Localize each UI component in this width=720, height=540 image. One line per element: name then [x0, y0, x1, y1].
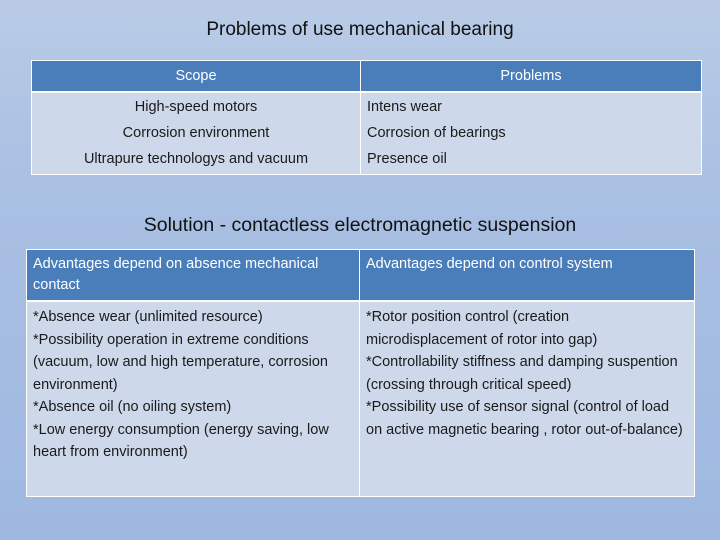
table-row — [27, 301, 695, 497]
table-header-row — [27, 250, 695, 302]
problem-item: Intens wear — [367, 99, 442, 115]
header-control-system: Advantages depend on control system — [360, 250, 695, 302]
problem-item: Presence oil — [367, 151, 447, 167]
slide-title-problems: Problems of use mechanical bearing — [206, 19, 514, 40]
problems-table — [31, 60, 702, 175]
advantage-item: *Absence wear (unlimited resource) — [33, 309, 263, 325]
header-scope: Scope — [32, 61, 361, 93]
advantage-item: *Absence oil (no oiling system) — [33, 399, 232, 415]
advantage-item: *Possibility operation in extreme conditions (vacuum, low and high temperature, corrosion environment) — [33, 331, 328, 393]
advantage-item: *Possibility use of sensor signal (control of load on active magnetic bearing , rotor out-of-balance) — [366, 399, 683, 438]
problems-cell — [361, 92, 702, 175]
scope-cell — [32, 92, 361, 175]
header-problems: Problems — [361, 61, 702, 93]
scope-item: High-speed motors — [134, 99, 258, 115]
table-header-row — [32, 61, 702, 93]
slide-title-solution: Solution - contactless electromagnetic suspension — [143, 214, 577, 236]
advantage-item: *Rotor position control (creation microdisplacement of rotor into gap) — [366, 309, 598, 348]
scope-item: Corrosion environment — [122, 125, 270, 141]
advantages-table — [26, 249, 695, 497]
advantages-control-cell — [360, 301, 695, 497]
problem-item: Corrosion of bearings — [367, 125, 506, 141]
advantage-item: *Low energy consumption (energy saving, low heart from environment) — [33, 421, 329, 460]
advantage-item: *Controllability stiffness and damping suspention (crossing through critical speed) — [366, 354, 678, 393]
advantages-mechanical-cell — [27, 301, 360, 497]
header-mechanical-contact: Advantages depend on absence mechanical contact — [27, 250, 360, 302]
scope-item: Ultrapure technologys and vacuum — [83, 151, 309, 167]
table-row — [32, 92, 702, 175]
